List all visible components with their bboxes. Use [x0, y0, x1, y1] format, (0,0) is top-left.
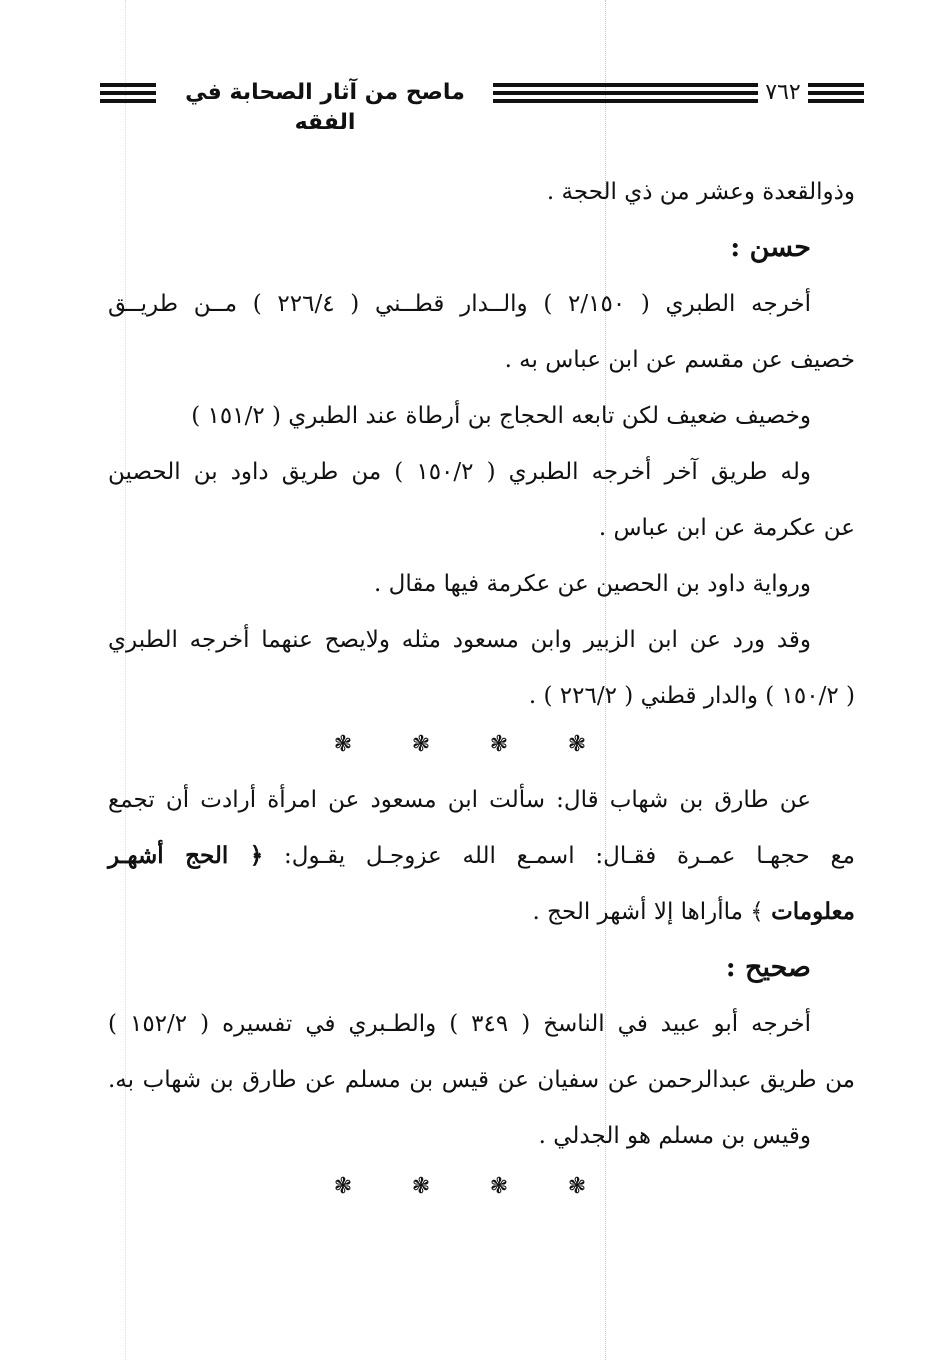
text-line [108, 836, 855, 876]
star-ornament-icon: ❃ [489, 732, 509, 757]
page-number: ٧٦٢ [765, 80, 801, 105]
text-line: ( ١٥٠/٢ ) والدار قطني ( ٢٢٦/٢ ) . [528, 683, 855, 709]
text-line: خصيف عن مقسم عن ابن عباس به . [504, 347, 855, 373]
text-line: وخصيف ضعيف لكن تابعه الحجاج بن أرطاة عند الطبري ( ١٥١/٢ ) [191, 403, 811, 429]
star-ornament-icon: ❃ [333, 732, 353, 757]
star-ornament-icon: ❃ [333, 1174, 353, 1199]
star-ornament-icon: ❃ [489, 1174, 509, 1199]
star-ornament-icon: ❃ [567, 732, 587, 757]
text-line: من طريق عبدالرحمن عن سفيان عن قيس بن مسلم عن طارق بن شهاب به. [108, 1067, 855, 1093]
page-header [100, 78, 864, 135]
text-run: مع حجهـا عمـرة فقـال: اسمـع الله عزوجـل يقـول: [283, 843, 856, 869]
text-line [533, 892, 855, 932]
star-ornament-icon: ❃ [411, 1174, 431, 1199]
text-line: وذوالقعدة وعشر من ذي الحجة . [546, 179, 855, 205]
text-line: وقد ورد عن ابن الزبير وابن مسعود مثله ولايصح عنهما أخرجه الطبري [108, 627, 811, 653]
star-ornament-icon: ❃ [411, 732, 431, 757]
running-title: ماصح من آثار الصحابة في الفقه [185, 80, 465, 135]
header-rule-middle [493, 83, 758, 103]
quran-quote: ﴿ الحج أشهـر [108, 842, 264, 869]
section-heading: حسن : [730, 232, 811, 263]
text-line: عن عكرمة عن ابن عباس . [598, 515, 855, 541]
text-line: عن طارق بن شهاب قال: سألت ابن مسعود عن امرأة أرادت أن تجمع [108, 787, 811, 813]
section-separator [330, 730, 590, 760]
header-rule-right [808, 83, 864, 103]
text-line: وقيس بن مسلم هو الجدلي . [538, 1123, 811, 1149]
star-ornament-icon: ❃ [567, 1174, 587, 1199]
text-line: أخرجه الطبري ( ٢/١٥٠ ) والــدار قطــني ( ٢٢٦/٤ ) مــن طريــق [108, 291, 811, 317]
text-line: ورواية داود بن الحصين عن عكرمة فيها مقال . [374, 571, 811, 597]
scan-artifact [125, 0, 126, 1360]
text-line: أخرجه أبو عبيد في الناسخ ( ٣٤٩ ) والطـبري في تفسيره ( ١٥٢/٢ ) [108, 1011, 811, 1037]
section-separator [330, 1172, 590, 1202]
quran-quote: معلومات [771, 898, 855, 925]
text-line: وله طريق آخر أخرجه الطبري ( ١٥٠/٢ ) من طريق داود بن الحصين [108, 459, 811, 485]
header-rule-left [100, 83, 156, 103]
text-run: ﴾ ماأراها إلا أشهر الحج . [532, 899, 764, 925]
section-heading: صحيح : [725, 952, 811, 983]
